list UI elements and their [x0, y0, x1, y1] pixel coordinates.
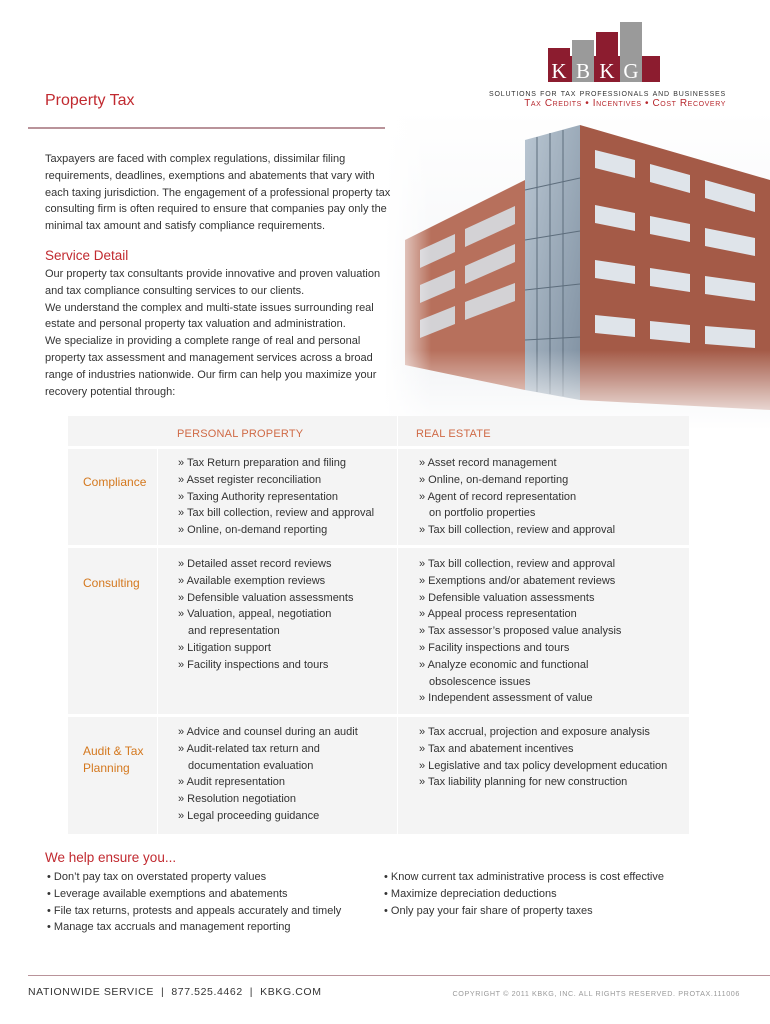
row-divider	[68, 446, 689, 449]
list-item: » Facility inspections and tours	[419, 641, 570, 654]
list-item: and representation	[188, 625, 280, 638]
footer-copyright: COPYRIGHT © 2011 KBKG, INC. ALL RIGHTS RESERVED. PROTAX.111006	[452, 989, 740, 998]
brand-subtagline: Tax Credits • Incentives • Cost Recovery	[524, 98, 726, 109]
list-item: » Online, on-demand reporting	[419, 473, 569, 486]
list-item: » Analyze economic and functional	[419, 658, 589, 671]
office-building-image	[385, 110, 770, 430]
list-item: » Legal proceeding guidance	[178, 809, 320, 822]
list-item: documentation evaluation	[188, 759, 314, 772]
column-divider	[397, 446, 398, 834]
service-detail-heading: Service Detail	[45, 248, 129, 263]
bullet-item: • File tax returns, protests and appeals accurately and timely	[47, 904, 342, 917]
help-list-left	[47, 869, 341, 936]
service-detail-body	[45, 266, 395, 400]
list-item: » Appeal process representation	[419, 608, 577, 621]
row-divider	[68, 545, 689, 548]
list-item: » Available exemption reviews	[178, 574, 326, 587]
list-item: » Exemptions and/or abatement reviews	[419, 574, 616, 587]
list-item: » Legislative and tax policy development education	[419, 759, 668, 772]
bullet-item: • Only pay your fair share of property taxes	[384, 904, 593, 917]
kbkg-logo	[548, 20, 660, 82]
bullet-item: • Don’t pay tax on overstated property values	[47, 871, 267, 883]
intro-paragraph	[45, 151, 410, 235]
service-detail-line: Our property tax consultants provide innovative and proven valuation	[45, 268, 381, 280]
intro-line: consulting firm is often required to ensure that companies pay only the	[45, 203, 387, 216]
svg-text:K: K	[599, 59, 615, 82]
audit-real-estate-list	[419, 724, 667, 791]
row-label-compliance: Compliance	[83, 475, 147, 489]
column-header-real-estate: REAL ESTATE	[416, 428, 491, 440]
list-item: » Asset record management	[419, 457, 557, 469]
row-label-audit-tax-planning	[83, 743, 143, 777]
row-label-consulting: Consulting	[83, 576, 140, 590]
list-item: » Tax bill collection, review and approval	[419, 524, 616, 537]
list-item: » Tax assessor’s proposed value analysis	[419, 625, 622, 638]
svg-text:G: G	[623, 59, 639, 82]
service-detail-line: We specialize in providing a complete range of real and personal	[45, 335, 361, 348]
list-item: » Online, on-demand reporting	[178, 524, 328, 537]
service-detail-line: and tax compliance consulting services to our clients.	[45, 284, 305, 297]
list-item: » Detailed asset record reviews	[178, 558, 332, 570]
service-detail-line: recovery potential through:	[45, 385, 176, 398]
list-item: obsolescence issues	[429, 675, 531, 688]
list-item: » Agent of record representation	[419, 490, 577, 503]
service-detail-line: estate and personal property tax valuation and administration.	[45, 318, 346, 331]
label-column-divider	[157, 446, 158, 834]
list-item: » Facility inspections and tours	[178, 658, 329, 671]
list-item: » Asset register reconciliation	[178, 473, 322, 486]
compliance-real-estate-list	[419, 455, 615, 539]
list-item: » Resolution negotiation	[178, 793, 297, 806]
list-item: » Advice and counsel during an audit	[178, 726, 358, 738]
row-divider	[68, 714, 689, 717]
consulting-personal-list	[178, 556, 353, 674]
service-detail-line: property tax assessment and management services across a broad	[45, 351, 373, 364]
list-item: » Tax bill collection, review and approval	[178, 507, 375, 520]
help-list-right	[384, 869, 664, 919]
consulting-real-estate-list	[419, 556, 621, 707]
list-item: » Audit-related tax return and	[178, 742, 320, 755]
svg-text:B: B	[575, 59, 591, 82]
footer-contact: NATIONWIDE SERVICE | 877.525.4462 | KBKG.COM	[28, 986, 322, 998]
brand-tagline: solutions for tax professionals and businesses	[489, 88, 726, 99]
bullet-item: • Leverage available exemptions and abatements	[47, 887, 288, 900]
list-item: » Independent assessment of value	[419, 692, 593, 705]
list-item: » Valuation, appeal, negotiation	[178, 608, 332, 621]
list-item: » Audit representation	[178, 776, 286, 789]
service-detail-line: range of industries nationwide. Our firm can help you maximize your	[45, 368, 377, 381]
footer-rule	[28, 975, 770, 976]
list-item: » Defensible valuation assessments	[419, 591, 595, 604]
bullet-item: • Know current tax administrative process is cost effective	[384, 871, 664, 883]
list-item: » Tax and abatement incentives	[419, 742, 574, 755]
list-item: » Taxing Authority representation	[178, 490, 339, 503]
audit-personal-list	[178, 724, 358, 825]
list-item: » Litigation support	[178, 641, 271, 654]
list-item: on portfolio properties	[429, 507, 536, 520]
list-item: » Tax bill collection, review and approval	[419, 558, 616, 570]
help-heading: We help ensure you...	[45, 850, 177, 865]
compliance-personal-list	[178, 455, 374, 539]
service-detail-line: We understand the complex and multi-state issues surrounding real	[45, 301, 374, 314]
intro-line: minimal tax amount and satisfy compliance requirements.	[45, 220, 326, 233]
row-label-line: Planning	[83, 761, 130, 775]
table-header-row	[68, 416, 689, 446]
list-item: » Defensible valuation assessments	[178, 591, 354, 604]
intro-line: requirements, deadlines, exemptions and abatements that vary with	[45, 169, 375, 182]
bullet-item: • Manage tax accruals and management reporting	[47, 921, 291, 934]
list-item: » Tax liability planning for new construction	[419, 776, 628, 789]
bullet-item: • Maximize depreciation deductions	[384, 887, 557, 900]
intro-line: Taxpayers are faced with complex regulations, dissimilar filing	[45, 153, 346, 165]
list-item: » Tax Return preparation and filing	[178, 457, 346, 469]
row-label-line: Audit & Tax	[83, 744, 144, 758]
intro-line: each taxing jurisdiction. The engagement of a professional property tax	[45, 186, 391, 199]
column-header-personal-property: PERSONAL PROPERTY	[177, 428, 304, 440]
header-column-divider	[397, 416, 398, 446]
list-item: » Tax accrual, projection and exposure analysis	[419, 726, 650, 738]
svg-text:K: K	[551, 59, 567, 82]
page-title: Property Tax	[45, 92, 135, 109]
